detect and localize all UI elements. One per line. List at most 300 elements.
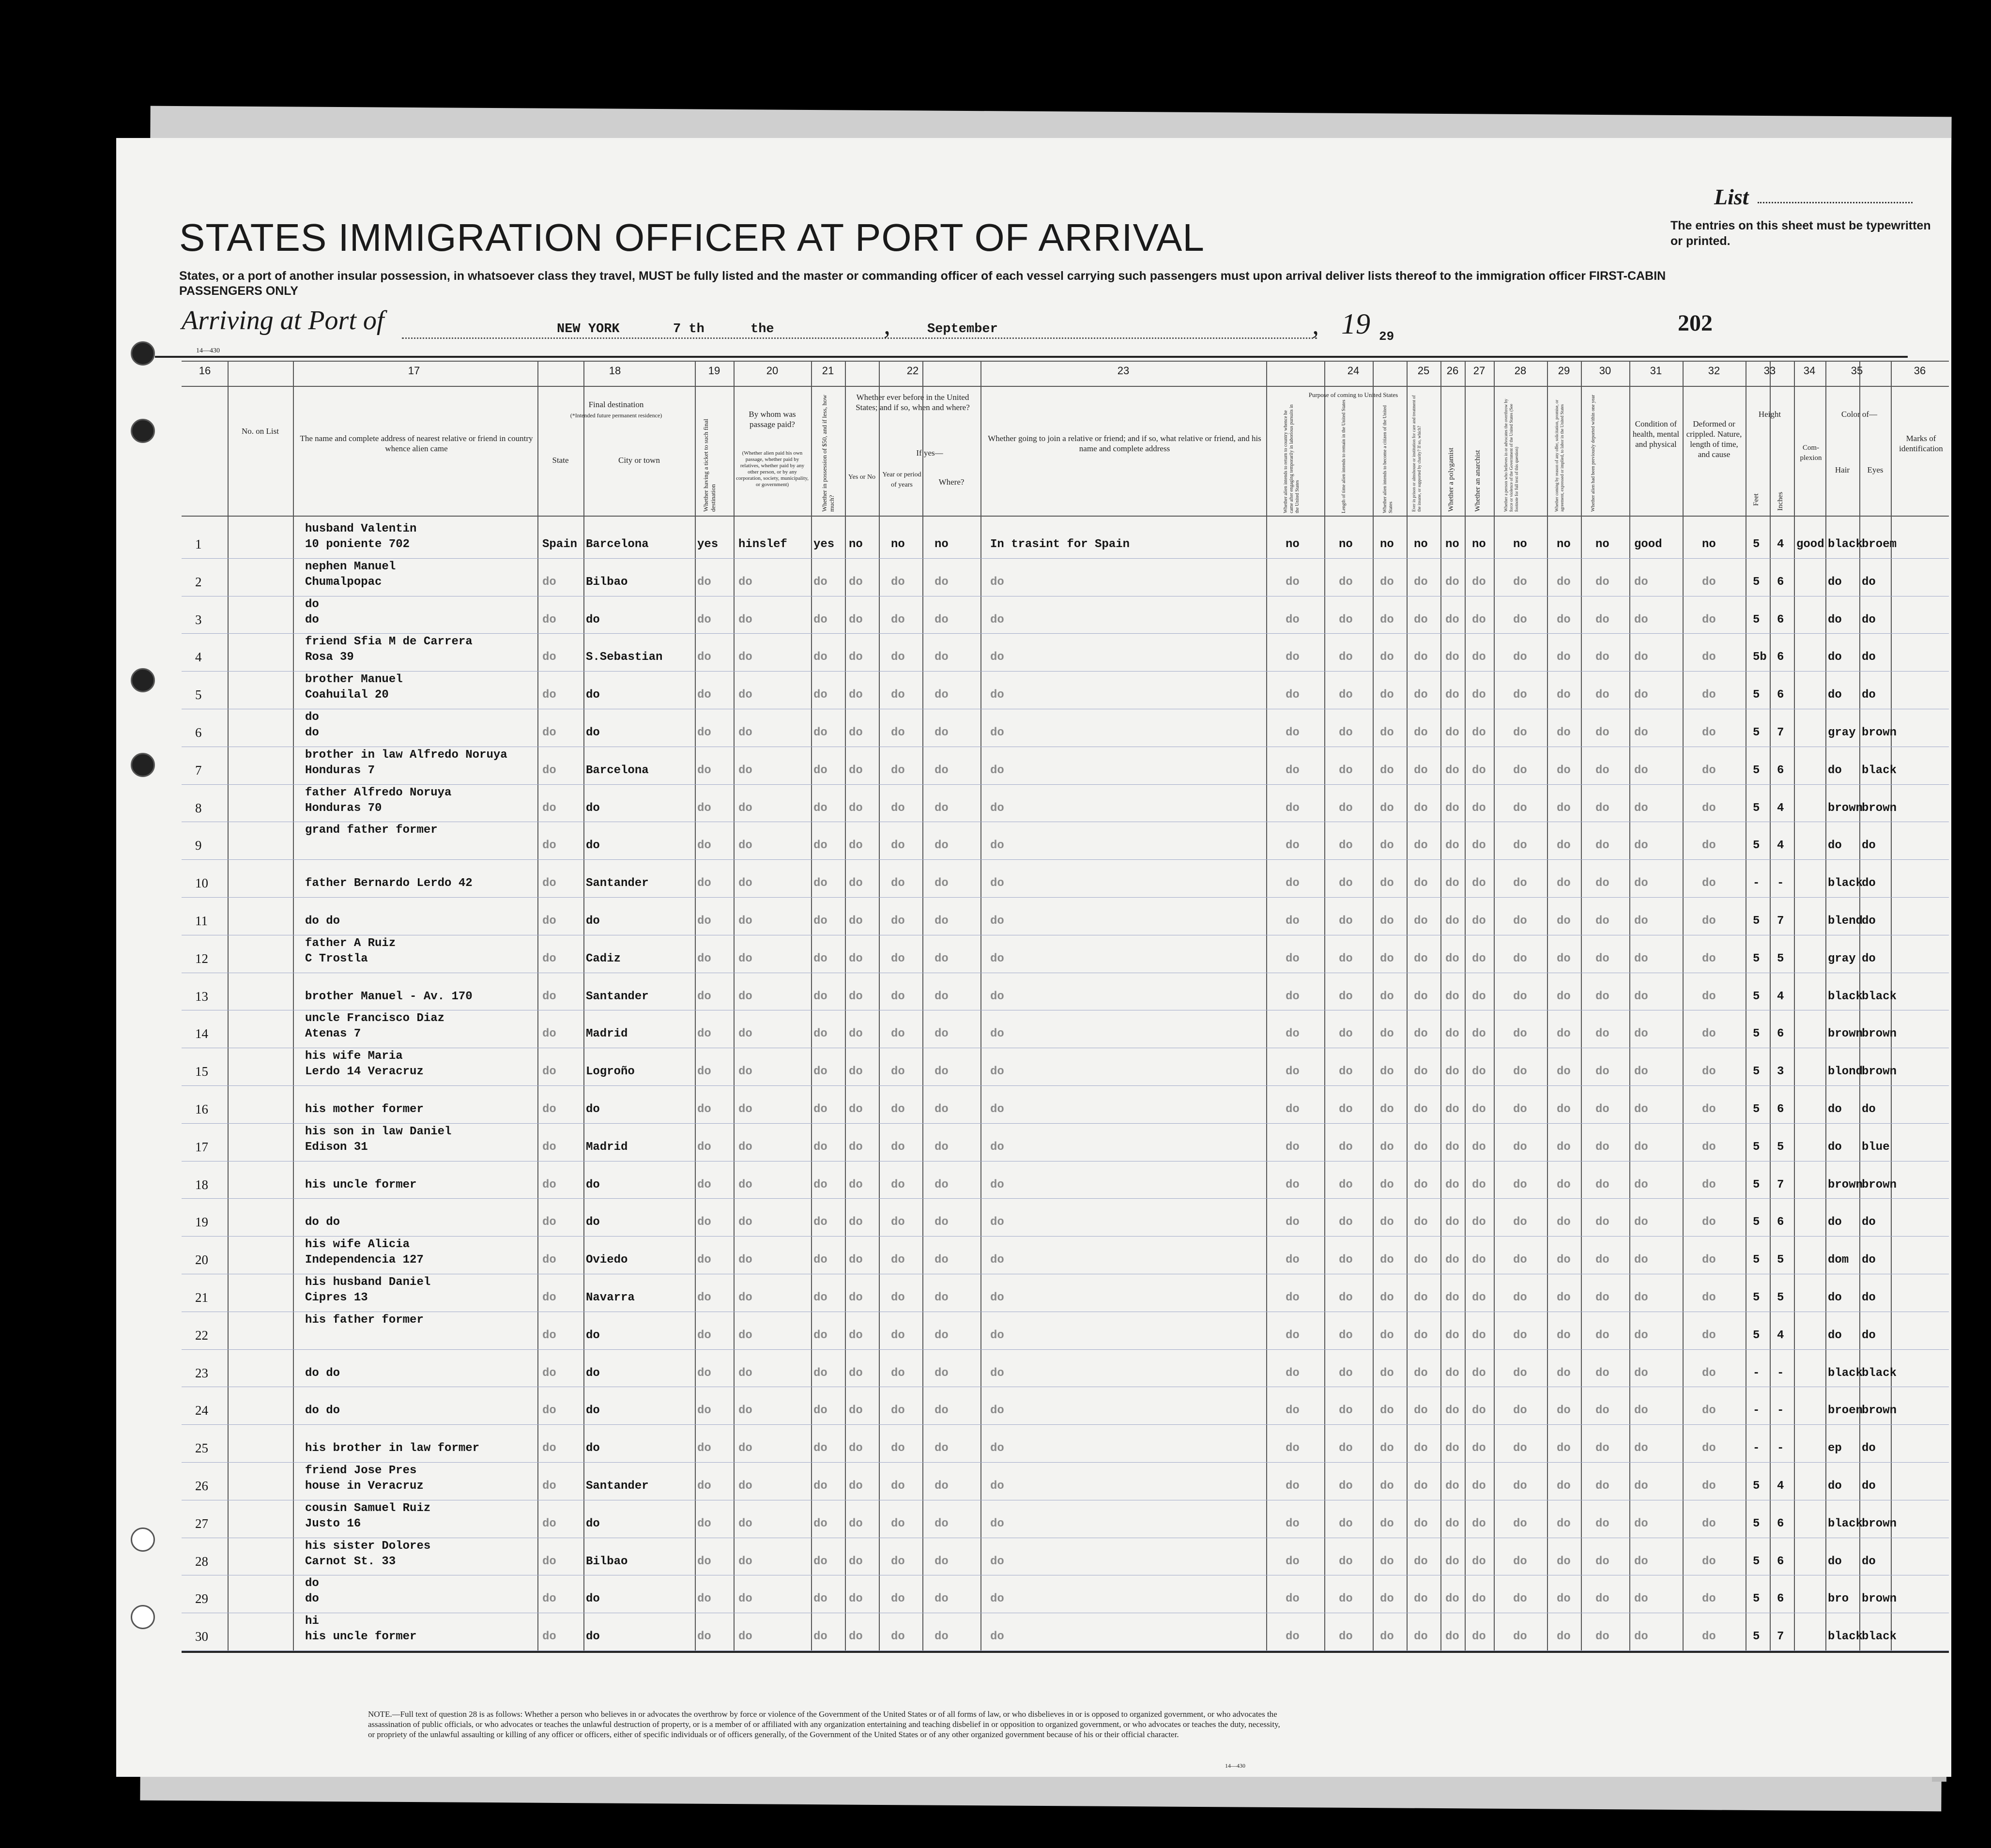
cell-c29: do — [1557, 1442, 1571, 1455]
cell-eyes: do — [1862, 1480, 1876, 1493]
cell-p24b: do — [1339, 1329, 1353, 1342]
cell-ticket: do — [697, 1253, 711, 1267]
cell-c29: do — [1557, 613, 1571, 626]
cell-where: do — [934, 801, 949, 815]
cell-paid: hinslef — [738, 538, 787, 551]
cell-health: do — [1634, 990, 1648, 1003]
cell-rel2: his brother in law former — [305, 1442, 480, 1455]
cell-rel1: nephen Manuel — [305, 560, 396, 573]
cell-c29: do — [1557, 651, 1571, 664]
cell-health: do — [1634, 1404, 1648, 1418]
year-prefix: 19 — [1341, 308, 1370, 340]
cell-rel1: husband Valentin — [305, 522, 417, 535]
cell-rel2: do do — [305, 1366, 340, 1380]
cell-paid: do — [738, 801, 752, 815]
cell-where: do — [934, 764, 949, 777]
cell-years: do — [891, 726, 905, 739]
cell-rel2: house in Veracruz — [305, 1480, 424, 1493]
cell-c26: do — [1445, 1291, 1459, 1304]
cell-before: do — [849, 1630, 863, 1644]
cell-feet: 5 — [1753, 801, 1760, 815]
cell-c27: do — [1472, 1517, 1486, 1530]
cell-p24c: do — [1380, 1404, 1394, 1418]
cell-c29: do — [1557, 688, 1571, 702]
table-row — [182, 747, 1949, 781]
cell-p24c: do — [1380, 839, 1394, 853]
cell-c25: do — [1414, 688, 1428, 702]
cell-c26: do — [1445, 990, 1459, 1003]
cell-deformed: do — [1702, 1140, 1716, 1154]
cell-inches: 6 — [1777, 1555, 1784, 1568]
cell-no: 12 — [195, 951, 208, 966]
cell-state: do — [542, 1216, 556, 1229]
cell-feet: 5 — [1753, 1517, 1760, 1530]
cell-hair: do — [1828, 1291, 1842, 1304]
cell-c28: do — [1513, 651, 1527, 664]
cell-c29: no — [1557, 538, 1571, 551]
table-row — [182, 633, 1949, 668]
cell-where: do — [934, 1065, 949, 1079]
cell-years: do — [891, 1291, 905, 1304]
cell-deformed: do — [1702, 1027, 1716, 1041]
hdr-final-destination: Final destination — [588, 400, 644, 409]
cell-paid: do — [738, 1103, 752, 1116]
cell-c30: do — [1595, 839, 1609, 853]
cell-city: Logroño — [586, 1065, 635, 1079]
cell-c30: do — [1595, 915, 1609, 928]
cell-money: do — [813, 1103, 827, 1116]
cell-before: do — [849, 1555, 863, 1568]
cell-city: Madrid — [586, 1140, 628, 1154]
cell-c27: do — [1472, 1027, 1486, 1041]
cell-money: do — [813, 575, 827, 589]
cell-p24b: do — [1339, 1442, 1353, 1455]
cell-rel1: his sister Dolores — [305, 1539, 431, 1553]
cell-c30: no — [1595, 538, 1609, 551]
hdr-state: State — [552, 456, 569, 465]
cell-c25: do — [1414, 1065, 1428, 1079]
cell-inches: 4 — [1777, 1480, 1784, 1493]
cell-hair: broen — [1828, 1404, 1863, 1418]
cell-city: do — [586, 1592, 600, 1606]
cell-city: do — [586, 1103, 600, 1116]
cell-c26: do — [1445, 839, 1459, 853]
cell-no: 18 — [195, 1177, 208, 1192]
cell-paid: do — [738, 1404, 752, 1418]
cell-eyes: do — [1862, 613, 1876, 626]
cell-years: do — [891, 1329, 905, 1342]
cell-c27: do — [1472, 1140, 1486, 1154]
cell-health: do — [1634, 1140, 1648, 1154]
cell-rel1: uncle Francisco Diaz — [305, 1012, 445, 1025]
cell-c25: do — [1414, 1404, 1428, 1418]
cell-before: do — [849, 1216, 863, 1229]
cell-ticket: do — [697, 1592, 711, 1606]
cell-c29: do — [1557, 839, 1571, 853]
cell-eyes: brown — [1862, 801, 1897, 815]
cell-paid: do — [738, 915, 752, 928]
cell-c27: do — [1472, 801, 1486, 815]
cell-c27: no — [1472, 538, 1486, 551]
cell-years: do — [891, 1216, 905, 1229]
cell-hair: do — [1828, 1329, 1842, 1342]
cell-no: 16 — [195, 1102, 208, 1116]
table-row — [182, 973, 1949, 1008]
cell-before: do — [849, 990, 863, 1003]
cell-c27: do — [1472, 1592, 1486, 1606]
cell-health: do — [1634, 1291, 1648, 1304]
cell-p24b: do — [1339, 764, 1353, 777]
table-row — [182, 1424, 1949, 1459]
cell-money: do — [813, 1253, 827, 1267]
cell-hair: black — [1828, 538, 1863, 551]
cell-hair: brown — [1828, 1027, 1863, 1041]
cell-rel2: 10 poniente 702 — [305, 538, 410, 551]
hdr-year-period: Year or period of years — [882, 471, 921, 489]
cell-city: do — [586, 1216, 600, 1229]
cell-inches: 4 — [1777, 1329, 1784, 1342]
cell-hair: blond — [1828, 1065, 1863, 1079]
cell-eyes: brown — [1862, 1027, 1897, 1041]
cell-p24c: do — [1380, 613, 1394, 626]
cell-before: no — [849, 538, 863, 551]
cell-p24b: do — [1339, 1103, 1353, 1116]
cell-deformed: do — [1702, 952, 1716, 965]
cell-c26: do — [1445, 1555, 1459, 1568]
table-row — [182, 1123, 1949, 1158]
hdr-prison: Ever in prison or almshouse or institution for care and treatment of the insane, or supported by charity? If so, which? — [1411, 395, 1422, 512]
cell-p24a: do — [1286, 1592, 1300, 1606]
cell-where: do — [934, 915, 949, 928]
cell-p24a: do — [1286, 764, 1300, 777]
cell-rel1: his husband Daniel — [305, 1276, 431, 1289]
cell-feet: 5 — [1753, 915, 1760, 928]
cell-feet: - — [1753, 1442, 1760, 1455]
cell-c29: do — [1557, 801, 1571, 815]
cell-no: 21 — [195, 1290, 208, 1305]
cell-city: do — [586, 801, 600, 815]
cell-c26: do — [1445, 1329, 1459, 1342]
cell-eyes: brown — [1862, 1404, 1897, 1418]
cell-c29: do — [1557, 1065, 1571, 1079]
cell-no: 25 — [195, 1441, 208, 1456]
cell-c30: do — [1595, 1442, 1609, 1455]
cell-where: do — [934, 952, 949, 965]
cell-rel2: do do — [305, 915, 340, 928]
cell-c30: do — [1595, 1404, 1609, 1418]
cell-feet: 5 — [1753, 726, 1760, 739]
cell-p24c: do — [1380, 1366, 1394, 1380]
cell-p24a: do — [1286, 1065, 1300, 1079]
cell-before: do — [849, 839, 863, 853]
cell-money: do — [813, 651, 827, 664]
header-bottom-rule — [182, 516, 1949, 517]
cell-c25: do — [1414, 1442, 1428, 1455]
hdr-purpose: Purpose of coming to United States — [1308, 391, 1398, 398]
form-number-top: 14—430 — [196, 347, 220, 354]
table-row — [182, 709, 1949, 744]
cell-deformed: do — [1702, 613, 1716, 626]
cell-p24a: do — [1286, 1555, 1300, 1568]
cell-money: do — [813, 1065, 827, 1079]
cell-c29: do — [1557, 1178, 1571, 1191]
cell-rel2: C Trostla — [305, 952, 368, 965]
colnum-16: 16 — [199, 365, 211, 377]
cell-city: Santander — [586, 1480, 649, 1493]
cell-p24b: do — [1339, 1480, 1353, 1493]
cell-hair: do — [1828, 651, 1842, 664]
cell-state: do — [542, 1329, 556, 1342]
cell-c26: do — [1445, 1366, 1459, 1380]
binder-hole — [131, 753, 155, 777]
cell-ticket: do — [697, 990, 711, 1003]
header-rule — [155, 356, 1908, 358]
cell-years: do — [891, 651, 905, 664]
cell-before: do — [849, 877, 863, 890]
cell-c27: do — [1472, 839, 1486, 853]
table-row — [182, 1161, 1949, 1196]
cell-join: do — [990, 1592, 1004, 1606]
cell-c30: do — [1595, 801, 1609, 815]
cell-p24a: do — [1286, 1630, 1300, 1644]
cell-p24a: do — [1286, 651, 1300, 664]
cell-p24c: do — [1380, 1442, 1394, 1455]
cell-p24c: do — [1380, 726, 1394, 739]
cell-c26: do — [1445, 1404, 1459, 1418]
table-row — [182, 596, 1949, 631]
cell-eyes: do — [1862, 1103, 1876, 1116]
cell-health: do — [1634, 1103, 1648, 1116]
cell-c25: do — [1414, 1329, 1428, 1342]
cell-where: do — [934, 1630, 949, 1644]
cell-before: do — [849, 1442, 863, 1455]
arriving-label: Arriving at Port of — [182, 305, 384, 336]
cell-no: 3 — [195, 612, 202, 627]
cell-state: do — [542, 613, 556, 626]
cell-paid: do — [738, 1140, 752, 1154]
cell-paid: do — [738, 952, 752, 965]
cell-c29: do — [1557, 726, 1571, 739]
cell-money: do — [813, 1517, 827, 1530]
cell-deformed: do — [1702, 1555, 1716, 1568]
cell-paid: do — [738, 764, 752, 777]
cell-p24b: do — [1339, 1216, 1353, 1229]
cell-p24a: do — [1286, 1178, 1300, 1191]
cell-health: do — [1634, 801, 1648, 815]
cell-p24b: do — [1339, 651, 1353, 664]
colnum-31: 31 — [1650, 365, 1662, 377]
cell-hair: blend — [1828, 915, 1863, 928]
cell-where: do — [934, 1291, 949, 1304]
cell-state: do — [542, 1366, 556, 1380]
cell-paid: do — [738, 726, 752, 739]
cell-rel1: father Alfredo Noruya — [305, 786, 452, 799]
cell-rel1: his wife Maria — [305, 1050, 403, 1063]
cell-p24a: do — [1286, 1329, 1300, 1342]
colnum-26: 26 — [1446, 365, 1459, 377]
cell-c30: do — [1595, 1517, 1609, 1530]
cell-money: do — [813, 1404, 827, 1418]
cell-where: do — [934, 1253, 949, 1267]
cell-money: do — [813, 688, 827, 702]
cell-c27: do — [1472, 1103, 1486, 1116]
cell-hair: do — [1828, 1140, 1842, 1154]
cell-rel1: grand father former — [305, 824, 438, 837]
cell-c27: do — [1472, 1178, 1486, 1191]
cell-before: do — [849, 1103, 863, 1116]
cell-c29: do — [1557, 1103, 1571, 1116]
cell-before: do — [849, 952, 863, 965]
cell-join: do — [990, 651, 1004, 664]
cell-state: do — [542, 1442, 556, 1455]
colnum-25: 25 — [1417, 365, 1430, 377]
cell-c28: do — [1513, 1027, 1527, 1041]
cell-c27: do — [1472, 1329, 1486, 1342]
cell-where: do — [934, 1103, 949, 1116]
table-row — [182, 1387, 1949, 1421]
cell-state: do — [542, 1140, 556, 1154]
cell-before: do — [849, 726, 863, 739]
day-field: 7 th — [673, 322, 705, 336]
table-row — [182, 558, 1949, 593]
cell-rel1: do — [305, 711, 319, 724]
cell-c28: do — [1513, 915, 1527, 928]
cell-paid: do — [738, 1630, 752, 1644]
cell-c25: no — [1414, 538, 1428, 551]
cell-where: do — [934, 990, 949, 1003]
cell-money: do — [813, 1442, 827, 1455]
table-row — [182, 1462, 1949, 1497]
cell-feet: 5b — [1753, 651, 1767, 664]
cell-health: do — [1634, 1555, 1648, 1568]
hdr-marks: Marks of identification — [1899, 434, 1943, 453]
colnum-20: 20 — [766, 365, 779, 377]
hdr-eyes: Eyes — [1867, 465, 1884, 474]
cell-hair: bro — [1828, 1592, 1849, 1606]
cell-where: do — [934, 688, 949, 702]
cell-money: do — [813, 915, 827, 928]
cell-rel2: do do — [305, 1216, 340, 1229]
cell-ticket: do — [697, 839, 711, 853]
cell-c25: do — [1414, 839, 1428, 853]
cell-rel2: Justo 16 — [305, 1517, 361, 1530]
cell-before: do — [849, 1480, 863, 1493]
cell-feet: 5 — [1753, 1253, 1760, 1267]
cell-no: 27 — [195, 1516, 208, 1531]
cell-c25: do — [1414, 1366, 1428, 1380]
cell-feet: 5 — [1753, 538, 1760, 551]
cell-deformed: do — [1702, 915, 1716, 928]
cell-health: do — [1634, 1216, 1648, 1229]
cell-before: do — [849, 575, 863, 589]
cell-paid: do — [738, 1442, 752, 1455]
cell-hair: brown — [1828, 1178, 1863, 1191]
cell-health: do — [1634, 1630, 1648, 1644]
cell-eyes: black — [1862, 764, 1897, 777]
cell-state: do — [542, 1517, 556, 1530]
cell-c29: do — [1557, 1555, 1571, 1568]
cell-where: do — [934, 651, 949, 664]
cell-c29: do — [1557, 1329, 1571, 1342]
cell-no: 9 — [195, 838, 202, 853]
cell-feet: 5 — [1753, 1480, 1760, 1493]
cell-state: do — [542, 1592, 556, 1606]
cell-deformed: do — [1702, 688, 1716, 702]
cell-join: do — [990, 1178, 1004, 1191]
cell-ticket: do — [697, 1442, 711, 1455]
hdr-before-in-us: Whether ever before in the United States; and if so, when and where? — [856, 393, 970, 412]
cell-paid: do — [738, 613, 752, 626]
cell-where: do — [934, 1027, 949, 1041]
cell-ticket: do — [697, 1216, 711, 1229]
cell-join: do — [990, 1442, 1004, 1455]
binder-hole — [131, 1527, 155, 1552]
cell-join: do — [990, 1027, 1004, 1041]
cell-ticket: do — [697, 1178, 711, 1191]
cell-eyes: do — [1862, 952, 1876, 965]
cell-p24c: do — [1380, 1517, 1394, 1530]
cell-paid: do — [738, 1027, 752, 1041]
cell-feet: 5 — [1753, 990, 1760, 1003]
cell-c28: do — [1513, 613, 1527, 626]
cell-c25: do — [1414, 613, 1428, 626]
cell-before: do — [849, 764, 863, 777]
cell-p24c: do — [1380, 688, 1394, 702]
cell-eyes: black — [1862, 990, 1897, 1003]
cell-feet: - — [1753, 1366, 1760, 1380]
cell-health: do — [1634, 688, 1648, 702]
cell-state: do — [542, 1027, 556, 1041]
hdr-purpose-b: Length of time alien intends to remain in the United States — [1341, 399, 1347, 513]
table-row — [182, 897, 1949, 932]
cell-join: do — [990, 1329, 1004, 1342]
cell-c30: do — [1595, 990, 1609, 1003]
cell-p24a: do — [1286, 613, 1300, 626]
cell-p24a: do — [1286, 1517, 1300, 1530]
cell-years: do — [891, 1630, 905, 1644]
cell-years: do — [891, 1366, 905, 1380]
cell-where: do — [934, 1592, 949, 1606]
cell-eyes: brown — [1862, 1517, 1897, 1530]
cell-years: no — [891, 538, 905, 551]
cell-p24c: do — [1380, 1291, 1394, 1304]
cell-city: Bilbao — [586, 1555, 628, 1568]
cell-no: 23 — [195, 1365, 208, 1380]
cell-c27: do — [1472, 575, 1486, 589]
cell-p24c: do — [1380, 1065, 1394, 1079]
cell-paid: do — [738, 1329, 752, 1342]
cell-c30: do — [1595, 1027, 1609, 1041]
cell-years: do — [891, 1404, 905, 1418]
cell-p24c: do — [1380, 915, 1394, 928]
cell-rel1: do — [305, 597, 319, 611]
cell-rel1: brother Manuel — [305, 673, 403, 687]
cell-rel2: Rosa 39 — [305, 651, 354, 664]
cell-health: do — [1634, 1253, 1648, 1267]
hdr-deformed: Deformed or crippled. Nature, length of time, and cause — [1686, 419, 1742, 459]
cell-hair: black — [1828, 1366, 1863, 1380]
cell-no: 14 — [195, 1026, 208, 1041]
cell-feet: 5 — [1753, 1103, 1760, 1116]
hdr-where: Where? — [938, 477, 965, 487]
cell-c30: do — [1595, 726, 1609, 739]
cell-join: do — [990, 1065, 1004, 1079]
cell-where: do — [934, 1329, 949, 1342]
cell-deformed: do — [1702, 764, 1716, 777]
cell-city: do — [586, 839, 600, 853]
cell-inches: 4 — [1777, 801, 1784, 815]
cell-c25: do — [1414, 1555, 1428, 1568]
